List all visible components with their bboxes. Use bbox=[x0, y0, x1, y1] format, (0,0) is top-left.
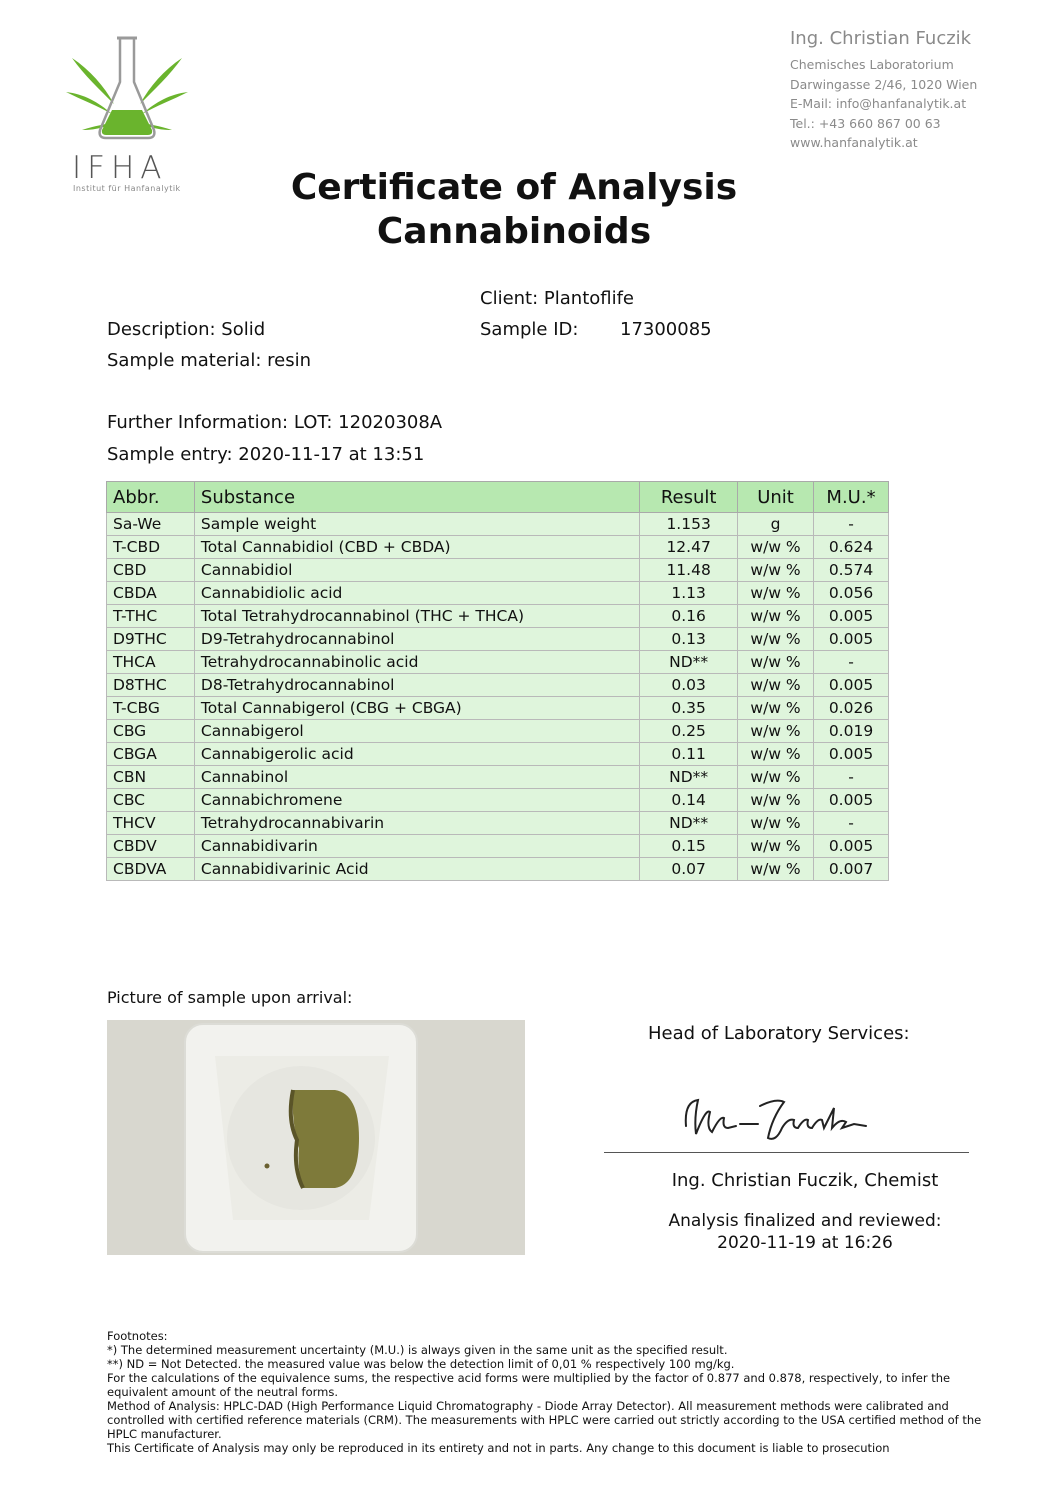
sample-id-label: Sample ID: bbox=[480, 319, 579, 340]
table-row bbox=[107, 582, 889, 605]
results-table bbox=[106, 481, 889, 881]
cell-abbr: T-CBG bbox=[107, 697, 195, 720]
cell-result: 0.03 bbox=[640, 674, 738, 697]
cell-result: 0.16 bbox=[640, 605, 738, 628]
header-mu: M.U.* bbox=[814, 482, 889, 513]
header-unit: Unit bbox=[738, 482, 814, 513]
cell-abbr: CBGA bbox=[107, 743, 195, 766]
cell-substance: Cannabigerolic acid bbox=[194, 743, 639, 766]
cell-substance: Total Cannabigerol (CBG + CBGA) bbox=[194, 697, 639, 720]
description: Description: Solid bbox=[107, 319, 266, 340]
table-row bbox=[107, 536, 889, 559]
cell-mu: 0.026 bbox=[814, 697, 889, 720]
lab-line: Chemisches Laboratorium bbox=[790, 57, 954, 72]
cell-result: 0.15 bbox=[640, 835, 738, 858]
cell-unit: w/w % bbox=[738, 858, 814, 881]
cell-result: ND** bbox=[640, 651, 738, 674]
title-line-1: Certificate of Analysis bbox=[290, 167, 738, 208]
cell-abbr: D9THC bbox=[107, 628, 195, 651]
client: Client: Plantoflife bbox=[480, 288, 635, 309]
cell-substance: Cannabidiol bbox=[194, 559, 639, 582]
table-row bbox=[107, 858, 889, 881]
cell-unit: w/w % bbox=[738, 628, 814, 651]
sample-photo-image bbox=[107, 1020, 525, 1255]
cell-abbr: CBN bbox=[107, 766, 195, 789]
cell-result: ND** bbox=[640, 766, 738, 789]
head-of-laboratory-label: Head of Laboratory Services: bbox=[648, 1023, 910, 1044]
cell-result: 0.13 bbox=[640, 628, 738, 651]
analysis-finalized bbox=[604, 1210, 1006, 1254]
cell-abbr: THCV bbox=[107, 812, 195, 835]
footnotes bbox=[107, 1329, 997, 1455]
cell-abbr: D8THC bbox=[107, 674, 195, 697]
cell-mu: - bbox=[814, 812, 889, 835]
table-row bbox=[107, 559, 889, 582]
header-result: Result bbox=[640, 482, 738, 513]
sample-material: Sample material: resin bbox=[107, 350, 311, 371]
cell-result: 1.13 bbox=[640, 582, 738, 605]
cell-abbr: CBC bbox=[107, 789, 195, 812]
cell-mu: 0.007 bbox=[814, 858, 889, 881]
chemist-name: Ing. Christian Fuczik, Chemist bbox=[671, 1170, 939, 1191]
cell-abbr: THCA bbox=[107, 651, 195, 674]
cell-mu: 0.574 bbox=[814, 559, 889, 582]
cell-substance: Cannabidivarin bbox=[194, 835, 639, 858]
cell-unit: g bbox=[738, 513, 814, 536]
cell-mu: 0.005 bbox=[814, 628, 889, 651]
cell-result: 1.153 bbox=[640, 513, 738, 536]
cell-abbr: CBDV bbox=[107, 835, 195, 858]
cell-substance: Cannabigerol bbox=[194, 720, 639, 743]
table-row bbox=[107, 720, 889, 743]
document-title bbox=[0, 166, 1028, 254]
table-row bbox=[107, 513, 889, 536]
footnote-method: Method of Analysis: HPLC-DAD (High Performance Liquid Chromatography - Diode Array Detector). All measurement methods were calibrated and controlled with certified reference materials (CRM). The measurements with HPLC were carried out strictly according to the USA certified method of the HPLC manufacturer. bbox=[107, 1399, 982, 1441]
footnote-reproduction: This Certificate of Analysis may only be reproduced in its entirety and not in parts. Any change to this document is liable to prosecution bbox=[107, 1441, 890, 1455]
lab-name: Ing. Christian Fuczik bbox=[790, 28, 972, 49]
sample-picture-label: Picture of sample upon arrival: bbox=[107, 988, 353, 1007]
cell-mu: - bbox=[814, 651, 889, 674]
table-row bbox=[107, 605, 889, 628]
table-row bbox=[107, 651, 889, 674]
sample-entry: Sample entry: 2020-11-17 at 13:51 bbox=[107, 444, 425, 465]
lab-email: E-Mail: info@hanfanalytik.at bbox=[790, 96, 967, 111]
lab-address: Darwingasse 2/46, 1020 Wien bbox=[790, 76, 978, 92]
lab-website: www.hanfanalytik.at bbox=[790, 135, 918, 150]
cell-mu: 0.624 bbox=[814, 536, 889, 559]
lab-phone: Tel.: +43 660 867 00 63 bbox=[790, 115, 941, 131]
cell-substance: Sample weight bbox=[194, 513, 639, 536]
cell-abbr: CBG bbox=[107, 720, 195, 743]
cell-mu: 0.005 bbox=[814, 674, 889, 697]
cell-substance: D9-Tetrahydrocannabinol bbox=[194, 628, 639, 651]
table-row bbox=[107, 812, 889, 835]
cell-abbr: T-THC bbox=[107, 605, 195, 628]
finalized-date: 2020-11-19 at 16:26 bbox=[717, 1233, 893, 1253]
footnotes-title: Footnotes: bbox=[107, 1329, 168, 1343]
logo-name: IFHA bbox=[72, 150, 168, 186]
cell-unit: w/w % bbox=[738, 835, 814, 858]
cell-result: ND** bbox=[640, 812, 738, 835]
table-row bbox=[107, 628, 889, 651]
cell-substance: Total Cannabidiol (CBD + CBDA) bbox=[194, 536, 639, 559]
header-abbr: Abbr. bbox=[107, 482, 195, 513]
table-row bbox=[107, 835, 889, 858]
finalized-label: Analysis finalized and reviewed: bbox=[668, 1211, 942, 1231]
cell-abbr: Sa-We bbox=[107, 513, 195, 536]
cell-abbr: CBDVA bbox=[107, 858, 195, 881]
signature-image bbox=[676, 1088, 876, 1148]
cell-mu: 0.005 bbox=[814, 835, 889, 858]
cell-result: 11.48 bbox=[640, 559, 738, 582]
table-row bbox=[107, 789, 889, 812]
cell-mu: - bbox=[814, 766, 889, 789]
signature-line bbox=[604, 1152, 969, 1153]
cell-unit: w/w % bbox=[738, 674, 814, 697]
cell-result: 0.07 bbox=[640, 858, 738, 881]
sample-id-value: 17300085 bbox=[620, 319, 712, 340]
header-substance: Substance bbox=[194, 482, 639, 513]
table-row bbox=[107, 674, 889, 697]
cell-unit: w/w % bbox=[738, 651, 814, 674]
lab-header bbox=[790, 28, 977, 153]
cell-substance: Cannabidiolic acid bbox=[194, 582, 639, 605]
cell-unit: w/w % bbox=[738, 559, 814, 582]
cell-unit: w/w % bbox=[738, 605, 814, 628]
cell-result: 12.47 bbox=[640, 536, 738, 559]
cell-abbr: T-CBD bbox=[107, 536, 195, 559]
cell-substance: Tetrahydrocannabinolic acid bbox=[194, 651, 639, 674]
cell-substance: D8-Tetrahydrocannabinol bbox=[194, 674, 639, 697]
table-header-row bbox=[107, 482, 889, 513]
cell-unit: w/w % bbox=[738, 582, 814, 605]
cell-unit: w/w % bbox=[738, 536, 814, 559]
cell-unit: w/w % bbox=[738, 697, 814, 720]
cell-substance: Cannabidivarinic Acid bbox=[194, 858, 639, 881]
table-row bbox=[107, 743, 889, 766]
cell-unit: w/w % bbox=[738, 812, 814, 835]
table-row bbox=[107, 766, 889, 789]
cell-substance: Total Tetrahydrocannabinol (THC + THCA) bbox=[194, 605, 639, 628]
title-line-2: Cannabinoids bbox=[376, 211, 652, 252]
cell-mu: 0.005 bbox=[814, 743, 889, 766]
cell-mu: 0.005 bbox=[814, 605, 889, 628]
footnote-nd: **) ND = Not Detected. the measured value was below the detection limit of 0,01 % respectively 100 mg/kg. bbox=[107, 1357, 735, 1371]
cell-abbr: CBDA bbox=[107, 582, 195, 605]
cell-substance: Cannabinol bbox=[194, 766, 639, 789]
cell-result: 0.35 bbox=[640, 697, 738, 720]
cell-unit: w/w % bbox=[738, 743, 814, 766]
cell-unit: w/w % bbox=[738, 720, 814, 743]
footnote-equivalence: For the calculations of the equivalence sums, the respective acid forms were multiplied by the factor of 0.877 and 0.878, respectively, to infer the equivalent amount of the neutral forms. bbox=[107, 1371, 951, 1399]
cell-unit: w/w % bbox=[738, 766, 814, 789]
cell-result: 0.14 bbox=[640, 789, 738, 812]
cell-unit: w/w % bbox=[738, 789, 814, 812]
sample-photo bbox=[107, 1020, 525, 1255]
cell-mu: 0.019 bbox=[814, 720, 889, 743]
cell-mu: 0.005 bbox=[814, 789, 889, 812]
cell-substance: Cannabichromene bbox=[194, 789, 639, 812]
table-row bbox=[107, 697, 889, 720]
cell-result: 0.25 bbox=[640, 720, 738, 743]
cell-mu: - bbox=[814, 513, 889, 536]
further-information: Further Information: LOT: 12020308A bbox=[107, 412, 443, 433]
cell-substance: Tetrahydrocannabivarin bbox=[194, 812, 639, 835]
footnote-mu: *) The determined measurement uncertainty (M.U.) is always given in the same unit as the specified result. bbox=[107, 1343, 728, 1357]
logo-subtitle: Institut für Hanfanalytik bbox=[73, 184, 181, 193]
cell-result: 0.11 bbox=[640, 743, 738, 766]
cell-mu: 0.056 bbox=[814, 582, 889, 605]
cell-abbr: CBD bbox=[107, 559, 195, 582]
